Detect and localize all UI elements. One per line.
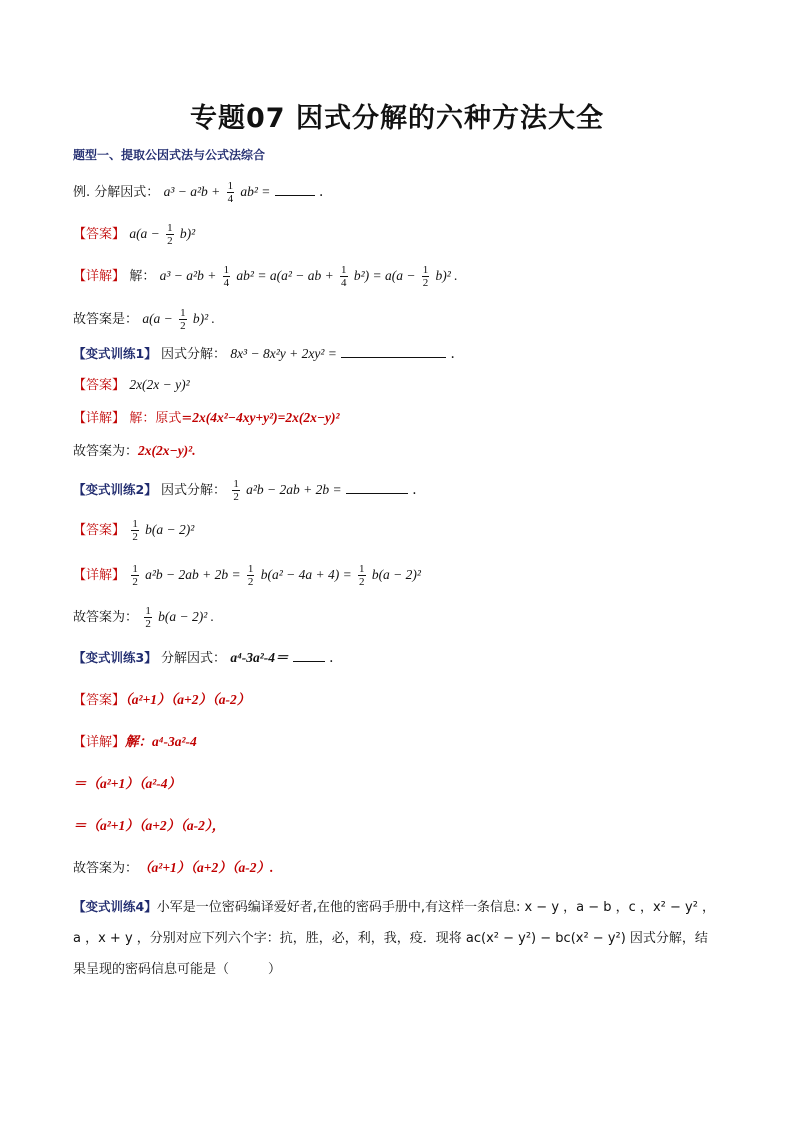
fraction: $\frac{1}{2}$ [247,563,254,588]
v2-tag: 【变式训练2】 [73,482,157,497]
v3-conclusion-expr: （a²+1）（a+2）（a-2）. [138,860,274,875]
fraction: $\frac{1}{2}$ [233,478,239,503]
conclusion-expr-end: b)² . [192,311,215,326]
v4-question [73,891,733,985]
v1-expr: 8x³ − 8x²y + 2xy² = [230,346,337,361]
detail-expr: a³ − a²b + [159,268,217,283]
example-label: 例. 分解因式： [73,185,160,200]
v2-answer [73,518,194,543]
v4-line: a ，x + y ，分别对应下列六个字：抗，胜，必，利，我，疫．现将 ac(x² − y²) − bc(x² − y²) 因式分解，结 [73,931,708,946]
v1-detail [73,408,340,429]
v3-step: ＝（a²+1）（a+2）（a-2）， [73,818,226,833]
fraction: $\frac{1}{4}$ [341,264,347,289]
detail-tag: 【详解】 [73,269,126,284]
fraction: $\frac{1}{2}$ [145,605,151,630]
v1-text: 因式分解： [161,347,227,362]
v3-step2 [73,816,225,836]
v3-conclusion [73,858,273,879]
v3-answer [73,690,250,711]
v4-line: 果呈现的密码信息可能是（ ） [73,962,282,977]
fraction: $\frac{1}{2}$ [180,307,186,332]
fraction: $\frac{1}{2}$ [422,264,429,289]
example-question: 例. 分解因式： a³ − a²b + $\frac{1}{4}$ ab² = . [73,180,324,205]
fraction: $\frac{1}{2}$ [167,222,173,247]
v3-detail-expr: 解：a⁴-3a²-4 [125,734,197,749]
v1-conclusion [73,441,196,462]
answer-tag: 【答案】 [73,227,126,242]
v4-tag: 【变式训练4】 [73,899,157,914]
v1-answer [73,375,190,396]
v3-answer-expr: （a²+1）（a+2）（a-2） [125,692,251,707]
v1-question: 【变式训练1】 因式分解： 8x³ − 8x²y + 2xy² = . [73,346,455,362]
answer-blank [341,345,446,358]
conclusion-label: 故答案是： [73,312,139,327]
answer-blank [346,481,408,494]
fraction: $\frac{1}{4}$ [227,180,234,205]
detail-expr: b²) = a(a − [353,268,416,283]
v4-line: 小军是一位密码编译爱好者,在他的密码手册中,有这样一条信息: x − y ，a − b ，c ，x² − y² ， [156,900,716,915]
fraction: $\frac{1}{4}$ [223,264,230,289]
v2-question: 【变式训练2】 因式分解： $\frac{1}{2}$ a²b − 2ab + 2b = . [73,478,417,503]
v3-text: 分解因式： [161,651,227,666]
v2-detail-expr: b(a² − 4a + 4) = [260,567,352,582]
v2-expr: a²b − 2ab + 2b = [246,482,342,497]
v3-question: 【变式训练3】 分解因式： a⁴-3a²-4＝ . [73,650,334,666]
page-title: 专题07 因式分解的六种方法大全 [190,103,604,134]
example-conclusion [73,307,215,332]
conclusion-label: 故答案为： [73,444,139,459]
v3-expr: a⁴-3a²-4＝ [230,650,289,665]
v3-tag: 【变式训练3】 [73,650,157,665]
example-detail [73,264,458,289]
fraction: $\frac{1}{2}$ [359,563,365,588]
v3-detail [73,732,197,753]
conclusion-label: 故答案为： [73,610,139,625]
detail-expr: b)² . [435,268,458,283]
detail-prefix: 解： [129,269,156,284]
v2-conclusion [73,605,214,630]
fraction: $\frac{1}{2}$ [132,518,138,543]
v2-text: 因式分解： [161,483,227,498]
answer-expr: a(a − [129,226,160,241]
conclusion-label: 故答案为： [73,861,139,876]
section-heading: 题型一、提取公因式法与公式法综合 [73,148,266,162]
answer-blank [275,183,315,196]
v2-detail-expr: a²b − 2ab + 2b = [145,567,241,582]
detail-expr: ab² = a(a² − ab + [236,268,334,283]
v3-step1 [73,774,181,794]
detail-prefix: 解：原式= [129,411,193,426]
conclusion-expr: a(a − [142,311,173,326]
detail-tag: 【详解】 [73,568,126,583]
example-expr: a³ − a²b + [163,184,221,199]
answer-tag: 【答案】 [73,523,126,538]
v2-conclusion-expr: b(a − 2)² . [158,609,215,624]
answer-tag: 【答案】 [73,378,126,393]
detail-tag: 【详解】 [73,411,126,426]
v1-answer-expr: 2x(2x − y)² [129,377,190,392]
v1-detail-expr: 2x(4x²−4xy+y²)=2x(2x−y)² [192,410,340,425]
fraction: $\frac{1}{2}$ [132,563,138,588]
v2-detail-expr: b(a − 2)² [371,567,421,582]
v1-tag: 【变式训练1】 [73,346,157,361]
answer-blank [293,649,325,662]
answer-expr-end: b)² [179,226,196,241]
example-expr-end: ab² = [240,184,271,199]
v1-conclusion-expr: 2x(2x−y)². [138,443,196,458]
v2-answer-expr: b(a − 2)² [145,522,195,537]
detail-tag: 【详解】 [73,735,126,750]
example-answer [73,222,195,247]
v3-step: ＝（a²+1）（a²-4） [73,776,182,791]
v2-detail [73,563,421,588]
answer-tag: 【答案】 [73,693,126,708]
